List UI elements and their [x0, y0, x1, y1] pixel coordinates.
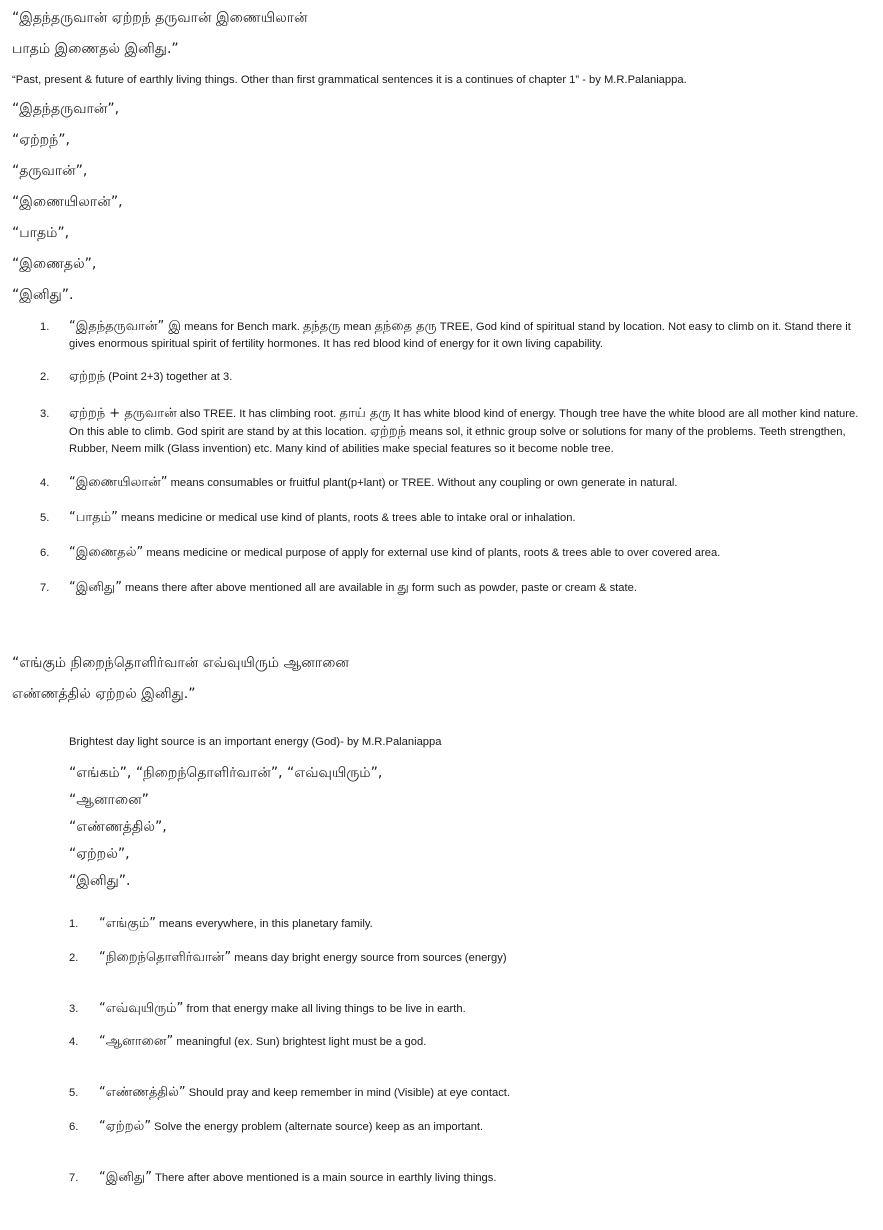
list-item: “இனிது” means there after above mentioned all are available in து form such as powder, paste or cream & state. — [69, 580, 637, 595]
list-item: ஏற்றந் (Point 2+3) together at 3. — [69, 369, 233, 384]
list-item: “ஏற்றல்” Solve the energy problem (alternate source) keep as an important. — [99, 1119, 484, 1134]
list-item: “எங்கும்” means everywhere, in this planetary family. — [99, 916, 373, 931]
item-number: 5. — [69, 1087, 79, 1099]
list-item: “இனிது” There after above mentioned is a main source in earthly living things. — [99, 1170, 497, 1185]
item-number: 3. — [40, 408, 50, 420]
item-number: 6. — [69, 1121, 79, 1133]
item-number: 2. — [40, 371, 50, 383]
word-list-item: “இனிது”. — [12, 287, 74, 303]
item-number: 4. — [69, 1036, 79, 1048]
list-item: “இணையிலான்” means consumables or fruitful plant(p+lant) or TREE. Without any coupling or own generate in natural. — [69, 475, 678, 490]
word-list-item: “இணையிலான்”, — [12, 194, 123, 210]
verse-1-line-1: “இதந்தருவான் ஏற்றந் தருவான் இணையிலான் — [12, 10, 308, 26]
verse-2-note: Brightest day light source is an important energy (God)- by M.R.Palaniappa — [69, 736, 442, 748]
verse-1-line-2: பாதம் இணைதல் இனிது.” — [12, 41, 179, 57]
list-item: ஏற்றந் + தருவான் also TREE. It has climbing root. தாய் தரு It has white blood kind of energy. Though tree have the white blood are all mother kind nature. On this able to climb. God spirit are stand by at this location. ஏற்றந் means sol, it ethnic group solve or solutions for many of the problems. Teeth strengthen, Rubber, Neem milk (Glass invention) etc. Many kind of abilities make special features so it become noble tree. — [69, 406, 859, 455]
verse-1-note: “Past, present & future of earthly living things. Other than first grammatical sentences it is a continues of chapter 1” - by M.R.Palaniappa. — [12, 74, 687, 86]
word-list-item: “ஏற்றந்”, — [12, 132, 70, 148]
list-item: “பாதம்” means medicine or medical use kind of plants, roots & trees able to intake oral or inhalation. — [69, 510, 576, 525]
item-number: 2. — [69, 952, 79, 964]
item-number: 3. — [69, 1003, 79, 1015]
word-list-item: “இனிது”. — [69, 873, 131, 889]
list-item: “இதந்தருவான்” இ means for Bench mark. தந்தரு mean தந்தை தரு TREE, God kind of spiritual stand by location. Not easy to climb on it. Stand there it gives enormous spiritual spirit of fertility hormones. It has red blood kind of energy for it own living capability. — [69, 319, 851, 350]
item-number: 1. — [69, 918, 79, 930]
item-number: 5. — [40, 512, 50, 524]
word-list-item: “எண்ணத்தில்”, — [69, 819, 167, 835]
verse-2-line-2: எண்ணத்தில் ஏற்றல் இனிது.” — [12, 686, 196, 702]
word-list-item: “ஏற்றல்”, — [69, 846, 130, 862]
list-item: “எண்ணத்தில்” Should pray and keep remember in mind (Visible) at eye contact. — [99, 1085, 511, 1100]
word-list-item: “எங்கம்”, “நிறைந்தொளிர்வான்”, “எவ்வுயிரும்”, — [69, 765, 383, 781]
word-list-item: “இணைதல்”, — [12, 256, 97, 272]
list-item: “இணைதல்” means medicine or medical purpose of apply for external use kind of plants, roots & trees able to over covered area. — [69, 545, 721, 560]
list-item: “ஆனானை” meaningful (ex. Sun) brightest light must be a god. — [99, 1034, 427, 1049]
word-list-item: “பாதம்”, — [12, 225, 70, 241]
word-list-item: “ஆனானை” — [69, 792, 149, 808]
verse-2-line-1: “எங்கும் நிறைந்தொளிர்வான் எவ்வுயிரும் ஆனானை — [12, 655, 349, 671]
list-item: “எவ்வுயிரும்” from that energy make all living things to be live in earth. — [99, 1001, 466, 1016]
item-number: 7. — [69, 1172, 79, 1184]
word-list-item: “இதந்தருவான்”, — [12, 101, 120, 117]
item-number: 4. — [40, 477, 50, 489]
list-item: “நிறைந்தொளிர்வான்” means day bright energy source from sources (energy) — [99, 950, 507, 965]
item-number: 6. — [40, 547, 50, 559]
item-number: 7. — [40, 582, 50, 594]
item-number: 1. — [40, 321, 50, 333]
word-list-item: “தருவான்”, — [12, 163, 88, 179]
